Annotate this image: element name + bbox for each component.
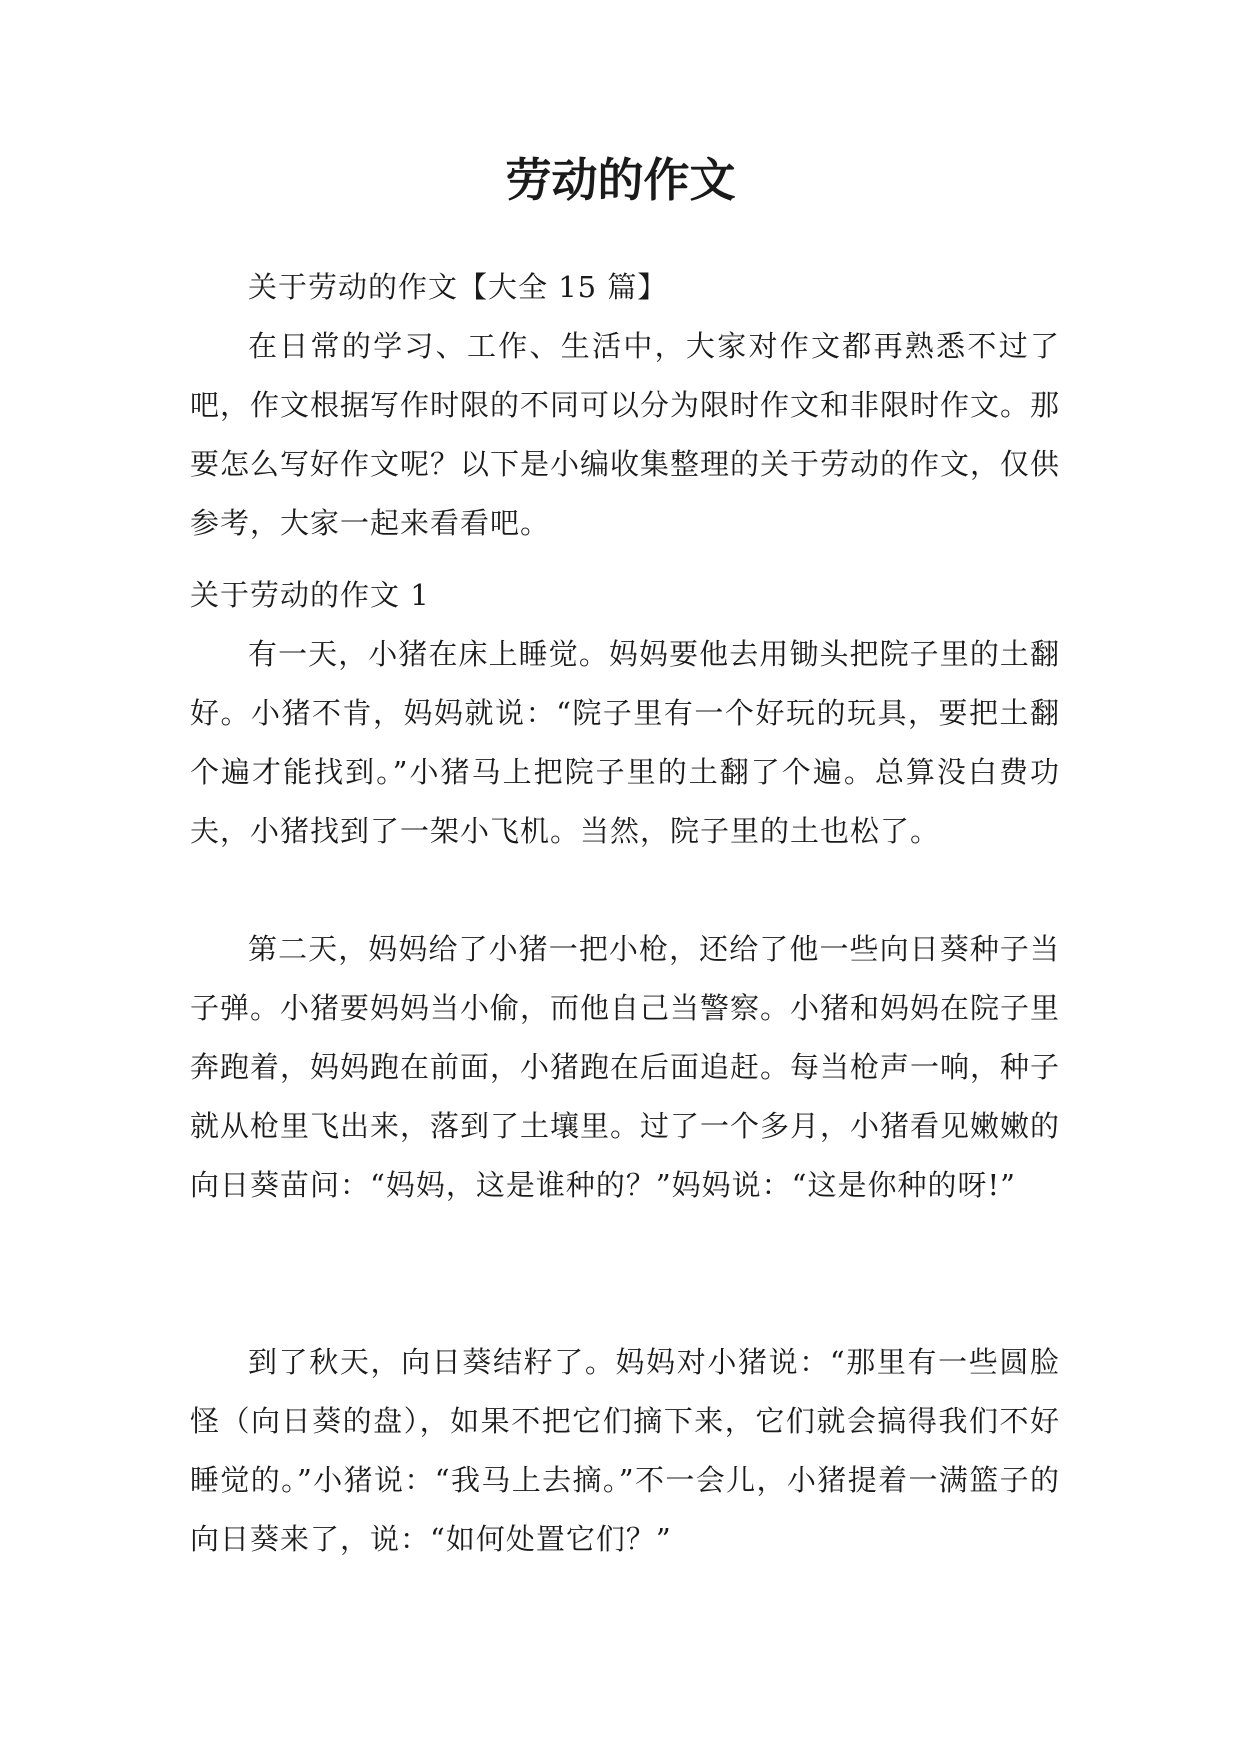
intro-heading: 关于劳动的作文【大全 15 篇】: [248, 270, 668, 304]
section-heading: 关于劳动的作文 1: [190, 578, 430, 612]
intro-paragraph: 在日常的学习、工作、生活中，大家对作文都再熟悉不过了吧，作文根据写作时限的不同可以分为限时作文和非限时作文。那要怎么写好作文呢？以下是小编收集整理的关于劳动的作文，仅供参考，大家一起来看看吧。: [190, 329, 1061, 540]
body-paragraph-2: 第二天，妈妈给了小猪一把小枪，还给了他一些向日葵种子当子弹。小猪要妈妈当小偷，而他自己当警察。小猪和妈妈在院子里奔跑着，妈妈跑在前面，小猪跑在后面追赶。每当枪声一响，种子就从枪里飞出来，落到了土壤里。过了一个多月，小猪看见嫩嫩的向日葵苗问：“妈妈，这是谁种的？”妈妈说：“这是你种的呀!”: [190, 932, 1061, 1202]
body-paragraph-1: 有一天，小猪在床上睡觉。妈妈要他去用锄头把院子里的土翻好。小猪不肯，妈妈就说：“院子里有一个好玩的玩具，要把土翻个遍才能找到。”小猪马上把院子里的土翻了个遍。总算没白费功夫，小猪找到了一架小飞机。当然，院子里的土也松了。: [190, 637, 1060, 848]
body-paragraph-3: 到了秋天，向日葵结籽了。妈妈对小猪说：“那里有一些圆脸怪（向日葵的盘），如果不把它们摘下来，它们就会搞得我们不好睡觉的。”小猪说：“我马上去摘。”不一会儿，小猪提着一满篮子的向日葵来了，说：“如何处置它们？”: [190, 1345, 1060, 1556]
document-title: 劳动的作文: [505, 153, 736, 207]
